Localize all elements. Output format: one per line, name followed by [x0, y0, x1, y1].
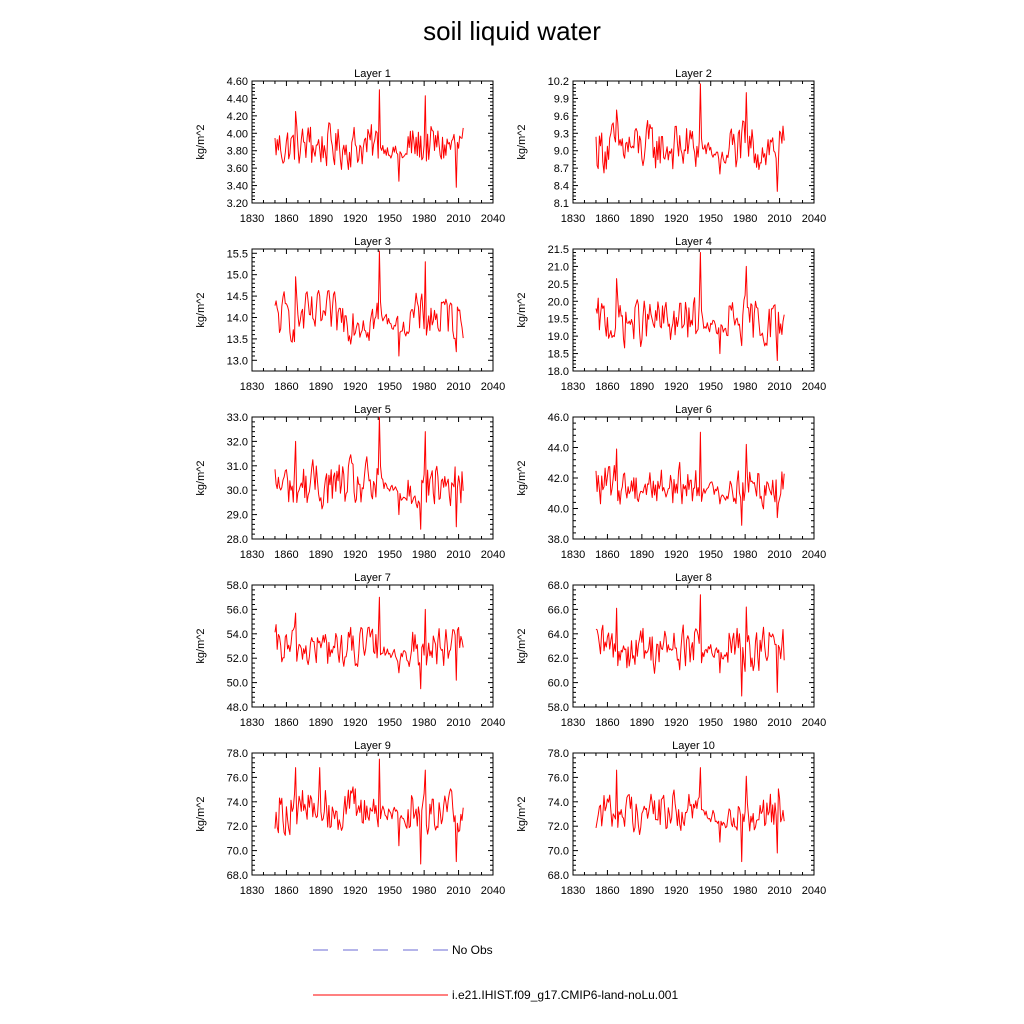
x-tick-label: 2010	[767, 885, 792, 897]
x-tick-label: 1860	[595, 549, 620, 561]
panel-title: Layer 8	[675, 572, 712, 584]
y-tick-label: 3.40	[226, 180, 248, 193]
y-tick-label: 46.0	[547, 412, 569, 424]
x-tick-label: 1830	[239, 549, 265, 561]
y-tick-label: 38.0	[547, 534, 569, 546]
legend	[313, 943, 678, 1002]
x-tick-label: 2010	[767, 717, 792, 729]
x-tick-label: 2010	[446, 381, 471, 393]
panel-title: Layer 1	[354, 68, 391, 80]
y-tick-label: 15.5	[226, 248, 248, 261]
x-tick-label: 1920	[664, 717, 689, 729]
y-axis-label: kg/m^2	[195, 460, 207, 496]
y-axis-label: kg/m^2	[195, 796, 207, 832]
x-tick-label: 2010	[767, 549, 792, 561]
x-tick-label: 1980	[411, 885, 437, 897]
x-tick-label: 1890	[629, 885, 655, 897]
chart-panel-layer-8	[516, 572, 826, 729]
x-tick-label: 1980	[732, 381, 758, 393]
y-tick-label: 30.0	[226, 485, 248, 498]
chart-panel-layer-10	[516, 740, 826, 897]
x-tick-label: 1860	[595, 885, 620, 897]
x-tick-label: 1950	[698, 885, 723, 897]
y-axis-label: kg/m^2	[516, 460, 528, 496]
y-tick-label: 72.0	[547, 821, 569, 834]
chart-panel-layer-6	[516, 404, 826, 561]
x-tick-label: 2040	[480, 549, 506, 561]
x-tick-label: 1950	[377, 717, 402, 729]
series-line-model	[596, 432, 784, 525]
x-tick-label: 2040	[801, 549, 827, 561]
x-tick-label: 1920	[664, 381, 689, 393]
x-tick-label: 1920	[664, 549, 689, 561]
y-tick-label: 15.0	[226, 269, 248, 282]
x-tick-label: 1890	[308, 549, 334, 561]
x-tick-label: 1920	[664, 213, 689, 225]
x-tick-label: 1890	[629, 549, 655, 561]
y-tick-label: 32.0	[226, 436, 248, 449]
series-line-model	[596, 84, 784, 191]
series-line-model	[275, 251, 463, 356]
y-tick-label: 20.5	[547, 278, 569, 291]
x-tick-label: 1980	[732, 549, 758, 561]
x-tick-label: 2010	[446, 885, 471, 897]
y-tick-label: 78.0	[226, 748, 248, 760]
x-tick-label: 1890	[629, 213, 655, 225]
x-tick-label: 1920	[343, 213, 368, 225]
x-tick-label: 1950	[698, 381, 723, 393]
y-tick-label: 3.60	[226, 163, 248, 176]
series-line-model	[275, 90, 463, 188]
y-tick-label: 40.0	[547, 503, 569, 516]
panel-title: Layer 6	[675, 404, 712, 416]
y-axis-label: kg/m^2	[195, 628, 207, 664]
x-tick-label: 2010	[446, 717, 471, 729]
y-tick-label: 68.0	[226, 870, 248, 882]
y-tick-label: 3.20	[226, 198, 248, 210]
series-line-model	[596, 768, 784, 862]
x-tick-label: 1980	[732, 717, 758, 729]
x-tick-label: 2040	[801, 381, 827, 393]
y-tick-label: 76.0	[547, 772, 569, 785]
series-line-model	[596, 253, 784, 361]
x-tick-label: 1830	[239, 885, 265, 897]
y-tick-label: 28.0	[226, 534, 248, 546]
x-tick-label: 1890	[308, 213, 334, 225]
x-tick-label: 1830	[239, 213, 265, 225]
x-tick-label: 1890	[629, 381, 655, 393]
y-tick-label: 14.0	[226, 312, 248, 325]
x-tick-label: 1830	[560, 885, 586, 897]
x-tick-label: 1920	[343, 885, 368, 897]
x-tick-label: 1920	[343, 381, 368, 393]
x-tick-label: 1860	[595, 213, 620, 225]
x-tick-label: 1860	[274, 717, 299, 729]
panel-title: Layer 7	[354, 572, 391, 584]
x-tick-label: 1980	[411, 717, 437, 729]
y-tick-label: 13.0	[226, 355, 248, 368]
panel-title: Layer 3	[354, 236, 391, 248]
x-tick-label: 1950	[377, 549, 402, 561]
x-tick-label: 1860	[274, 381, 299, 393]
y-tick-label: 72.0	[226, 821, 248, 834]
plot-frame	[573, 417, 814, 539]
x-tick-label: 1830	[560, 213, 586, 225]
x-tick-label: 1830	[239, 717, 265, 729]
y-axis-label: kg/m^2	[195, 124, 207, 160]
x-tick-label: 1950	[698, 213, 723, 225]
chart-panel-layer-2	[516, 68, 826, 225]
y-tick-label: 21.0	[547, 261, 569, 274]
x-tick-label: 1980	[411, 381, 437, 393]
panel-title: Layer 4	[675, 236, 712, 248]
y-tick-label: 4.20	[226, 110, 248, 123]
chart-panel-layer-4	[516, 236, 826, 393]
x-tick-label: 1950	[377, 213, 402, 225]
y-tick-label: 74.0	[547, 796, 569, 809]
y-tick-label: 68.0	[547, 580, 569, 592]
y-tick-label: 14.5	[226, 291, 248, 304]
y-tick-label: 3.80	[226, 145, 248, 158]
x-tick-label: 2040	[480, 717, 506, 729]
y-tick-label: 64.0	[547, 628, 569, 641]
y-tick-label: 19.5	[547, 313, 569, 326]
x-tick-label: 1920	[343, 549, 368, 561]
x-tick-label: 1830	[560, 549, 586, 561]
x-tick-label: 1950	[698, 549, 723, 561]
y-tick-label: 60.0	[547, 677, 569, 690]
series-line-model	[275, 759, 463, 864]
y-axis-label: kg/m^2	[516, 796, 528, 832]
x-tick-label: 2040	[480, 885, 506, 897]
x-tick-label: 1830	[239, 381, 265, 393]
y-axis-label: kg/m^2	[516, 628, 528, 664]
y-tick-label: 52.0	[226, 653, 248, 666]
y-tick-label: 31.0	[226, 460, 248, 473]
x-tick-label: 1860	[595, 717, 620, 729]
y-tick-label: 50.0	[226, 677, 248, 690]
legend-label-no-obs: No Obs	[452, 943, 493, 957]
x-tick-label: 2040	[480, 381, 506, 393]
x-tick-label: 1980	[732, 213, 758, 225]
y-tick-label: 10.2	[547, 76, 569, 88]
legend-label-model: i.e21.IHIST.f09_g17.CMIP6-land-noLu.001	[452, 988, 679, 1002]
y-tick-label: 58.0	[547, 702, 569, 714]
y-tick-label: 8.4	[553, 180, 569, 193]
x-tick-label: 1830	[560, 717, 586, 729]
y-tick-label: 9.0	[553, 145, 569, 158]
x-tick-label: 2040	[801, 885, 827, 897]
y-tick-label: 33.0	[226, 412, 248, 424]
panel-title: Layer 9	[354, 740, 391, 752]
y-tick-label: 76.0	[226, 772, 248, 785]
y-tick-label: 70.0	[547, 845, 569, 858]
y-tick-label: 9.3	[553, 128, 569, 141]
x-tick-label: 2040	[801, 213, 827, 225]
series-line-model	[275, 417, 463, 529]
y-tick-label: 4.60	[226, 76, 248, 88]
x-tick-label: 1950	[377, 381, 402, 393]
chart-panel-layer-7	[195, 572, 505, 729]
chart-panel-layer-5	[195, 404, 505, 561]
y-tick-label: 8.1	[553, 198, 569, 210]
x-tick-label: 1860	[274, 885, 299, 897]
chart-panel-layer-3	[195, 236, 505, 393]
x-tick-label: 2010	[767, 213, 792, 225]
x-tick-label: 1980	[732, 885, 758, 897]
y-tick-label: 70.0	[226, 845, 248, 858]
y-tick-label: 48.0	[226, 702, 248, 714]
y-tick-label: 56.0	[226, 604, 248, 617]
y-tick-label: 19.0	[547, 331, 569, 344]
y-tick-label: 58.0	[226, 580, 248, 592]
y-tick-label: 18.5	[547, 348, 569, 361]
x-tick-label: 1920	[343, 717, 368, 729]
x-tick-label: 1950	[698, 717, 723, 729]
y-tick-label: 44.0	[547, 442, 569, 455]
series-line-model	[596, 595, 784, 696]
y-tick-label: 42.0	[547, 473, 569, 485]
panel-title: Layer 10	[672, 740, 715, 752]
chart-panel-layer-1	[195, 68, 505, 225]
y-tick-label: 4.00	[226, 128, 248, 141]
y-tick-label: 29.0	[226, 509, 248, 522]
x-tick-label: 2010	[767, 381, 792, 393]
x-tick-label: 1860	[274, 213, 299, 225]
x-tick-label: 2040	[480, 213, 506, 225]
y-axis-label: kg/m^2	[516, 292, 528, 328]
y-tick-label: 54.0	[226, 628, 248, 641]
y-tick-label: 9.9	[553, 93, 569, 106]
x-tick-label: 1950	[377, 885, 402, 897]
x-tick-label: 1980	[411, 549, 437, 561]
x-tick-label: 2040	[801, 717, 827, 729]
y-tick-label: 62.0	[547, 653, 569, 666]
panel-title: Layer 5	[354, 404, 391, 416]
x-tick-label: 1860	[595, 381, 620, 393]
y-tick-label: 9.6	[553, 110, 569, 123]
x-tick-label: 1890	[308, 381, 334, 393]
y-tick-label: 68.0	[547, 870, 569, 882]
y-tick-label: 8.7	[553, 163, 569, 176]
chart-panel-layer-9	[195, 740, 505, 897]
y-tick-label: 66.0	[547, 604, 569, 617]
x-tick-label: 1830	[560, 381, 586, 393]
x-tick-label: 1860	[274, 549, 299, 561]
y-tick-label: 18.0	[547, 366, 569, 378]
x-tick-label: 1890	[308, 885, 334, 897]
y-tick-label: 74.0	[226, 796, 248, 809]
y-tick-label: 21.5	[547, 244, 569, 256]
y-tick-label: 13.5	[226, 333, 248, 346]
x-tick-label: 2010	[446, 549, 471, 561]
x-tick-label: 1890	[629, 717, 655, 729]
x-tick-label: 1890	[308, 717, 334, 729]
y-tick-label: 4.40	[226, 93, 248, 106]
x-tick-label: 1920	[664, 885, 689, 897]
y-axis-label: kg/m^2	[516, 124, 528, 160]
x-tick-label: 1980	[411, 213, 437, 225]
figure-title: soil liquid water	[423, 16, 601, 46]
y-tick-label: 20.0	[547, 296, 569, 309]
y-axis-label: kg/m^2	[195, 292, 207, 328]
y-tick-label: 78.0	[547, 748, 569, 760]
x-tick-label: 2010	[446, 213, 471, 225]
panel-title: Layer 2	[675, 68, 712, 80]
panels-container	[195, 68, 826, 897]
series-line-model	[275, 597, 463, 689]
